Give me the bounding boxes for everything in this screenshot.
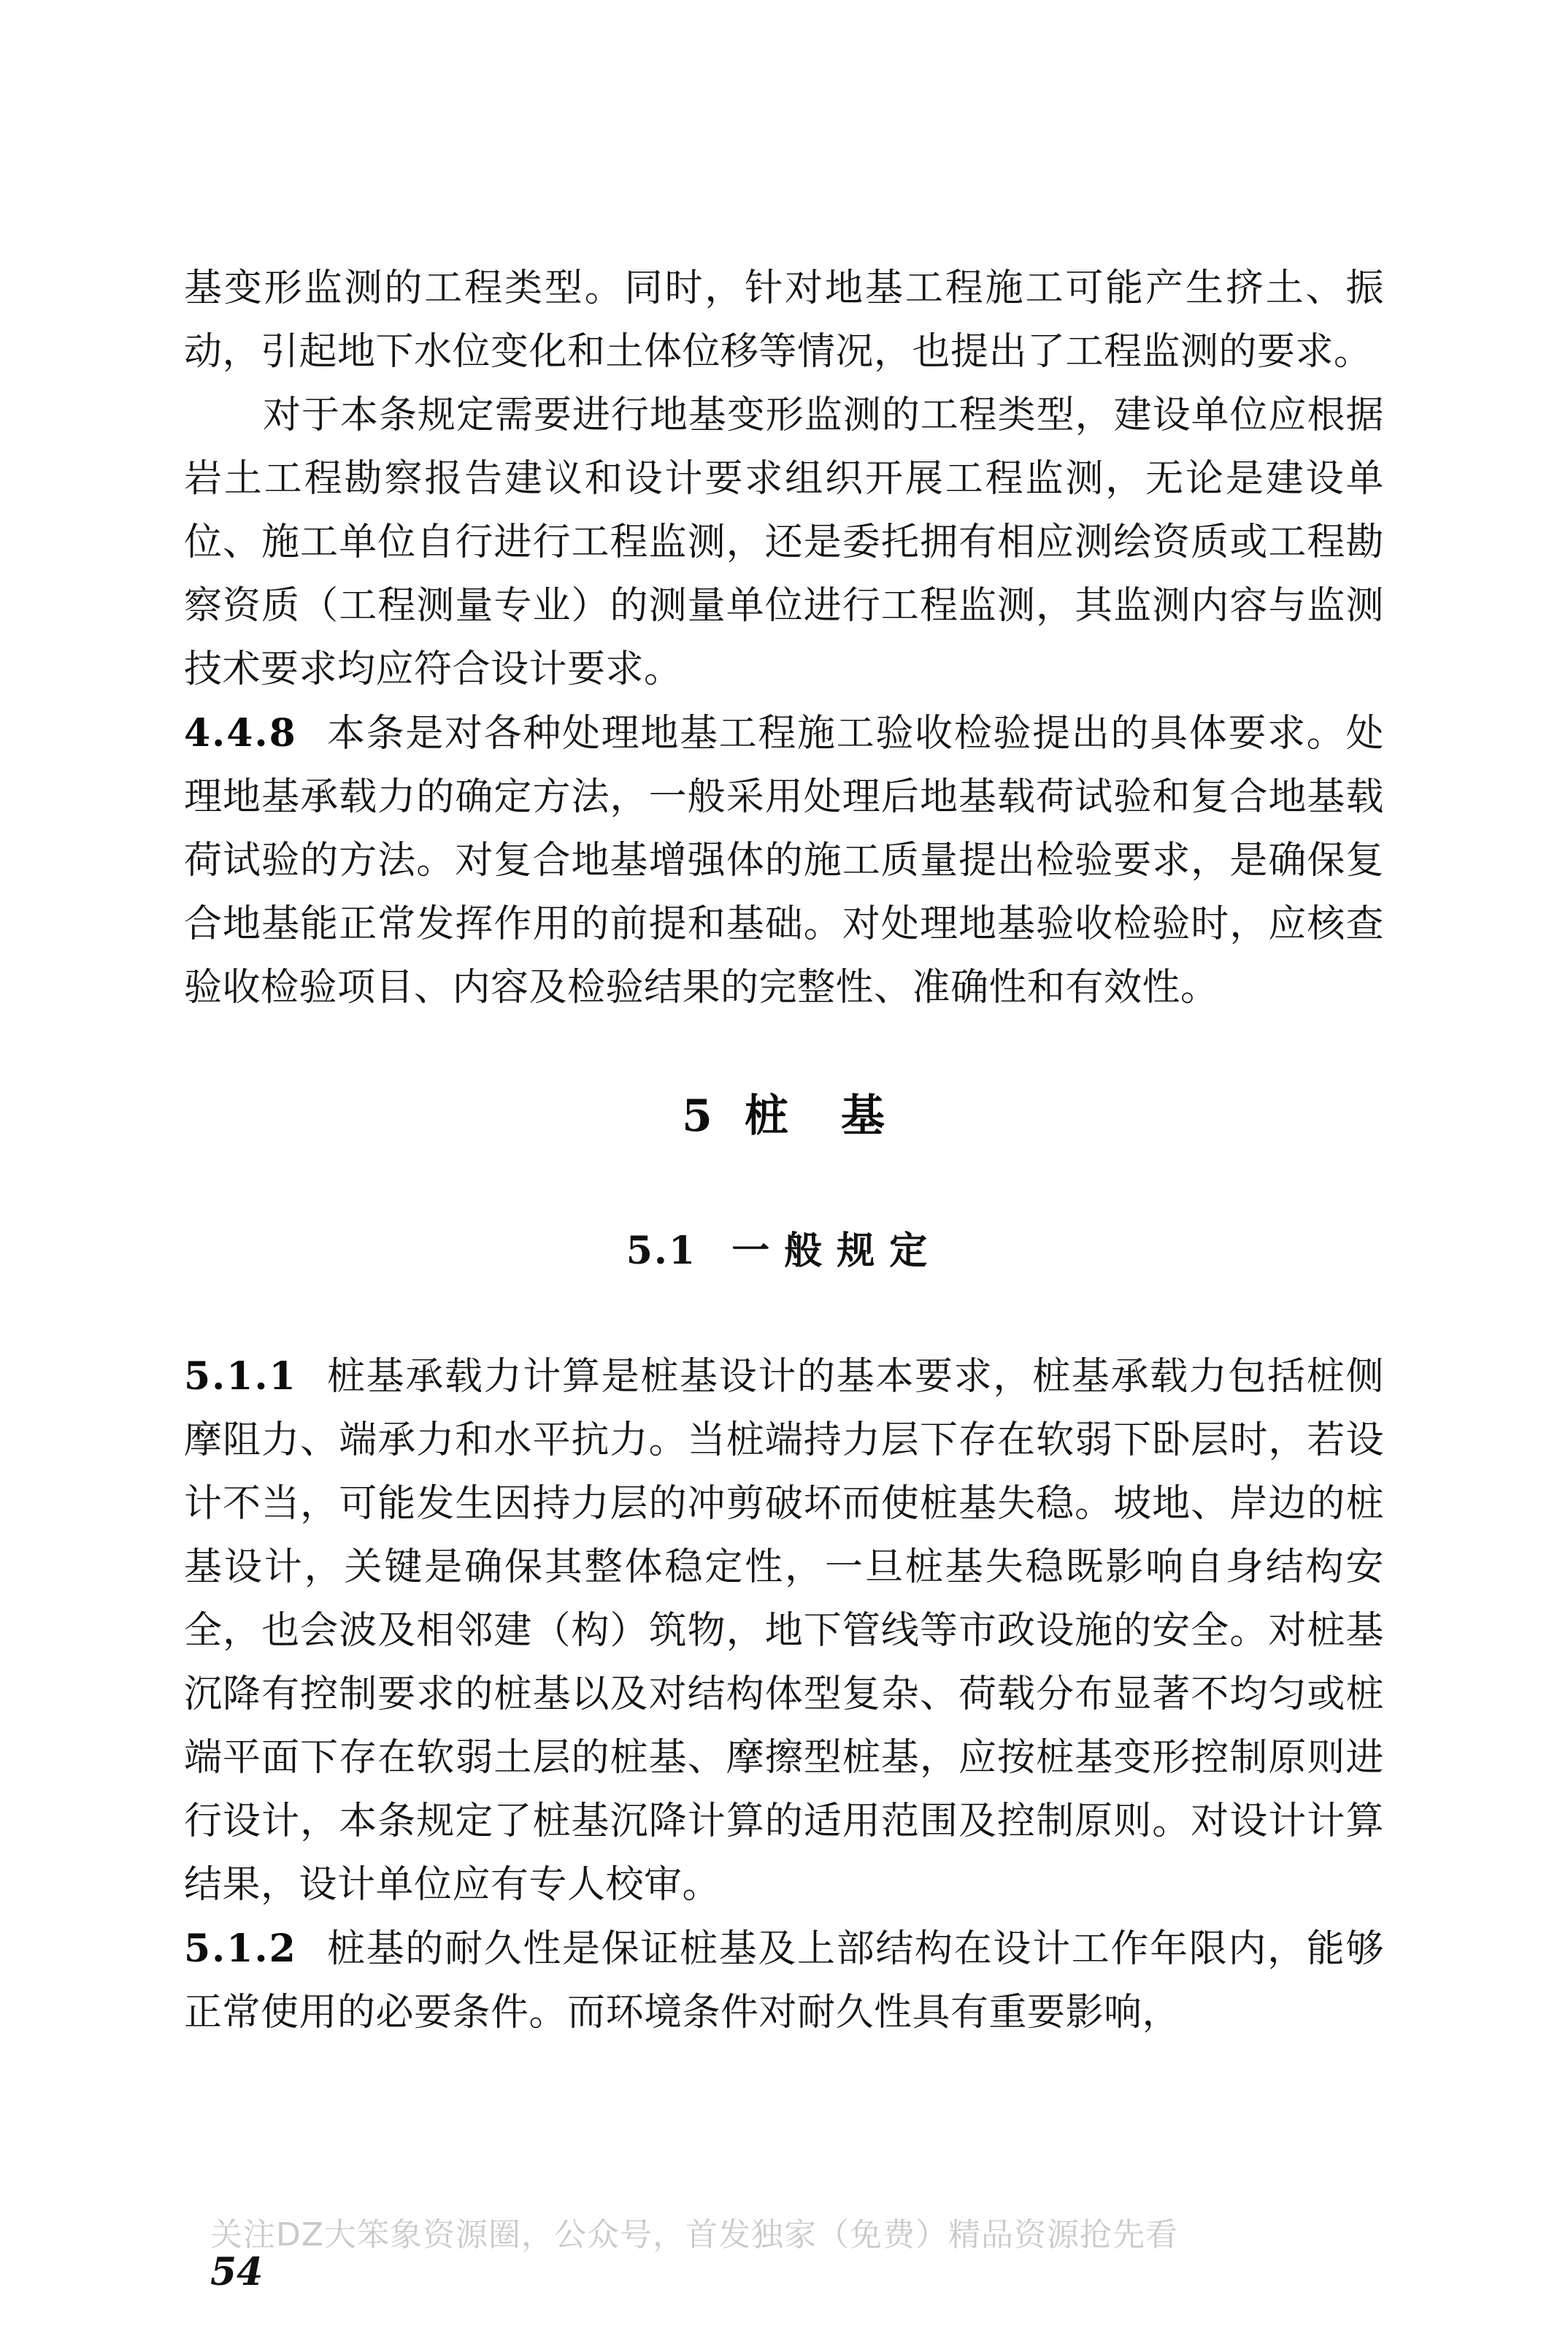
clause-text-5-1-1: 桩基承载力计算是桩基设计的基本要求，桩基承载力包括桩侧摩阻力、端承力和水平抗力。当桩端持力层下存在软弱下卧层时，若设计不当，可能发生因持力层的冲剪破坏而使桩基失稳。坡地、岸边的桩基设计，关键是确保其整体稳定性，一旦桩基失稳既影响自身结构安全，也会波及相邻建（构）筑物，地下管线等市政设施的安全。对桩基沉降有控制要求的桩基以及对结构体型复杂、荷载分布显著不均匀或桩端平面下存在软弱土层的桩基、摩擦型桩基，应按桩基变形控制原则进行设计，本条规定了桩基沉降计算的适用范围及控制原则。对设计计算结果，设计单位应有专人校审。 — [184, 1355, 1384, 1907]
chapter-title-char-2: 基 — [840, 1091, 886, 1142]
page-text-column — [184, 257, 1384, 2045]
clause-text-5-1-2: 桩基的耐久性是保证桩基及上部结构在设计工作年限内，能够正常使用的必要条件。而环境条件对耐久性具有重要影响， — [184, 1927, 1384, 2035]
clause-number-5-1-1: 5.1.1 — [184, 1354, 297, 1399]
chapter-heading-spacer-bottom — [184, 1144, 1384, 1220]
paragraph-monitoring-requirements: 对于本条规定需要进行地基变形监测的工程类型，建设单位应根据岩土工程勘察报告建议和设计要求组织开展工程监测，无论是建设单位、施工单位自行进行工程监测，还是委托拥有相应测绘资质或工程勘察资质（工程测量专业）的测量单位进行工程监测，其监测内容与监测技术要求均应符合设计要求。 — [184, 393, 1384, 691]
clause-4-4-8 — [184, 702, 1384, 1020]
paragraph-continued: 基变形监测的工程类型。同时，针对地基工程施工可能产生挤土、振动，引起地下水位变化和土体位移等情况，也提出了工程监测的要求。 — [184, 266, 1384, 374]
chapter-number: 5 — [682, 1091, 714, 1142]
clause-text-4-4-8: 本条是对各种处理地基工程施工验收检验提出的具体要求。处理地基承载力的确定方法，一般采用处理后地基载荷试验和复合地基载荷试验的方法。对复合地基增强体的施工质量提出检验要求，是确保复合地基能正常发挥作用的前提和基础。对处理地基验收检验时，应核查验收检验项目、内容及检验结果的完整性、准确性和有效性。 — [184, 712, 1384, 1010]
page-number: 54 — [210, 2250, 264, 2294]
section-heading — [184, 1220, 1384, 1275]
section-number: 5.1 — [626, 1229, 697, 1273]
section-heading-spacer-bottom — [184, 1275, 1384, 1345]
clause-5-1-1 — [184, 1345, 1384, 1917]
watermark: 关注DZ大笨象资源圈，公众号，首发独家（免费）精品资源抢先看 — [210, 2216, 1179, 2254]
chapter-title-char-1: 桩 — [744, 1091, 790, 1142]
clause-number-5-1-2: 5.1.2 — [184, 1926, 297, 1971]
clause-number-4-4-8: 4.4.8 — [184, 711, 297, 756]
chapter-heading-spacer-top — [184, 1020, 1384, 1081]
chapter-heading — [184, 1081, 1384, 1144]
section-title: 一般规定 — [731, 1229, 942, 1273]
clause-5-1-2 — [184, 1917, 1384, 2045]
